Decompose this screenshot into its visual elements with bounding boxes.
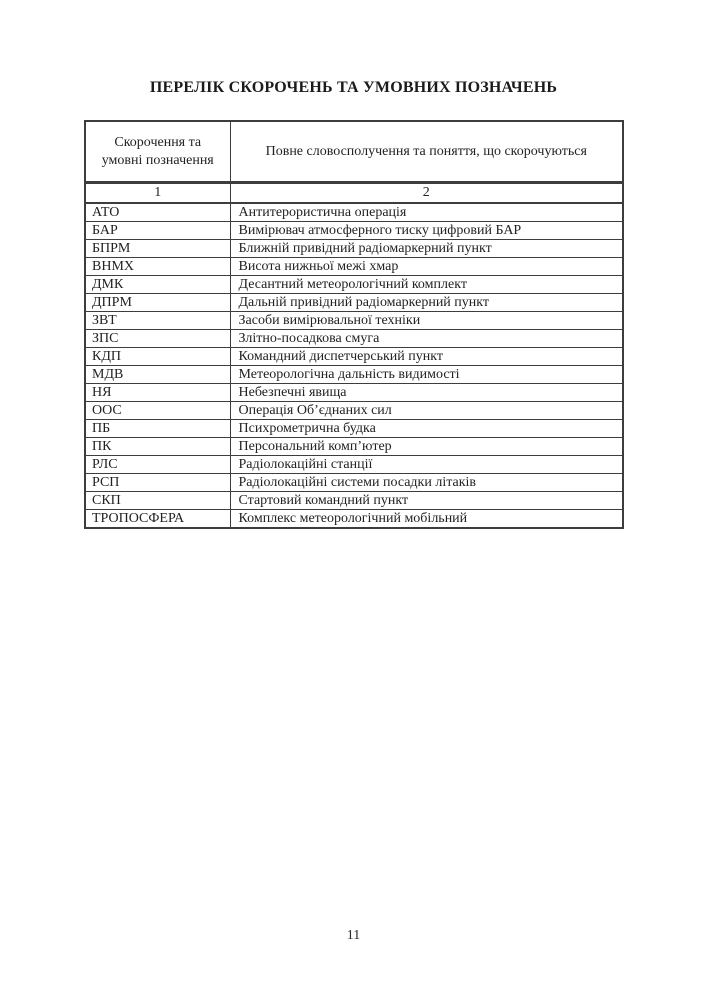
definition-cell: Дальній привідний радіомаркерний пункт xyxy=(230,294,623,312)
definition-cell: Злітно-посадкова смуга xyxy=(230,330,623,348)
header-full-phrase: Повне словосполучення та поняття, що скорочуються xyxy=(230,121,623,183)
definition-cell: Командний диспетчерський пункт xyxy=(230,348,623,366)
abbreviation-cell: АТО xyxy=(85,203,230,222)
definition-cell: Радіолокаційні станції xyxy=(230,456,623,474)
definition-cell: Антитерористична операція xyxy=(230,203,623,222)
table-row xyxy=(85,312,623,330)
table-row xyxy=(85,474,623,492)
table-row xyxy=(85,456,623,474)
definition-cell: Радіолокаційні системи посадки літаків xyxy=(230,474,623,492)
page-number: 11 xyxy=(346,928,361,943)
definition-cell: Метеорологічна дальність видимості xyxy=(230,366,623,384)
abbreviation-cell: НЯ xyxy=(85,384,230,402)
abbreviation-cell: ВНМХ xyxy=(85,258,230,276)
table-row xyxy=(85,348,623,366)
column-number-1: 1 xyxy=(85,183,230,204)
abbreviations-table-head xyxy=(85,121,623,203)
definition-cell: Небезпечні явища xyxy=(230,384,623,402)
abbreviation-cell: БПРМ xyxy=(85,240,230,258)
abbreviation-cell: ДПРМ xyxy=(85,294,230,312)
abbreviation-cell: КДП xyxy=(85,348,230,366)
column-number-row xyxy=(85,183,623,204)
table-row xyxy=(85,276,623,294)
definition-cell: Вимірювач атмосферного тиску цифровий БАР xyxy=(230,222,623,240)
abbreviation-cell: ЗВТ xyxy=(85,312,230,330)
definition-cell: Ближній привідний радіомаркерний пункт xyxy=(230,240,623,258)
abbr-table-body xyxy=(85,203,623,528)
table-row xyxy=(85,258,623,276)
definition-cell: Висота нижньої межі хмар xyxy=(230,258,623,276)
definition-cell: Комплекс метеорологічний мобільний xyxy=(230,510,623,529)
abbreviation-cell: РЛС xyxy=(85,456,230,474)
abbreviations-table xyxy=(84,120,624,529)
definition-cell: Десантний метеорологічний комплект xyxy=(230,276,623,294)
abbreviation-cell: ООС xyxy=(85,402,230,420)
abbreviation-cell: СКП xyxy=(85,492,230,510)
table-row xyxy=(85,203,623,222)
definition-cell: Психрометрична будка xyxy=(230,420,623,438)
table-row xyxy=(85,510,623,529)
table-header-row xyxy=(85,121,623,183)
table-row xyxy=(85,438,623,456)
definition-cell: Стартовий командний пункт xyxy=(230,492,623,510)
abbreviation-cell: БАР xyxy=(85,222,230,240)
abbreviation-cell: ПК xyxy=(85,438,230,456)
abbreviation-cell: ЗПС xyxy=(85,330,230,348)
table-row xyxy=(85,330,623,348)
header-abbreviations: Скорочення та умовні позначення xyxy=(85,121,230,183)
abbreviation-cell: МДВ xyxy=(85,366,230,384)
column-number-2: 2 xyxy=(230,183,623,204)
table-row xyxy=(85,366,623,384)
definition-cell: Засоби вимірювальної техніки xyxy=(230,312,623,330)
table-row xyxy=(85,402,623,420)
definition-cell: Операція Об’єднаних сил xyxy=(230,402,623,420)
table-row xyxy=(85,222,623,240)
table-row xyxy=(85,384,623,402)
table-row xyxy=(85,492,623,510)
page-title: ПЕРЕЛІК СКОРОЧЕНЬ ТА УМОВНИХ ПОЗНАЧЕНЬ xyxy=(149,79,558,96)
table-row xyxy=(85,240,623,258)
abbreviation-cell: ТРОПОСФЕРА xyxy=(85,510,230,529)
abbreviation-cell: ПБ xyxy=(85,420,230,438)
abbreviation-cell: ДМК xyxy=(85,276,230,294)
abbreviation-cell: РСП xyxy=(85,474,230,492)
table-row xyxy=(85,420,623,438)
definition-cell: Персональний комп’ютер xyxy=(230,438,623,456)
table-row xyxy=(85,294,623,312)
